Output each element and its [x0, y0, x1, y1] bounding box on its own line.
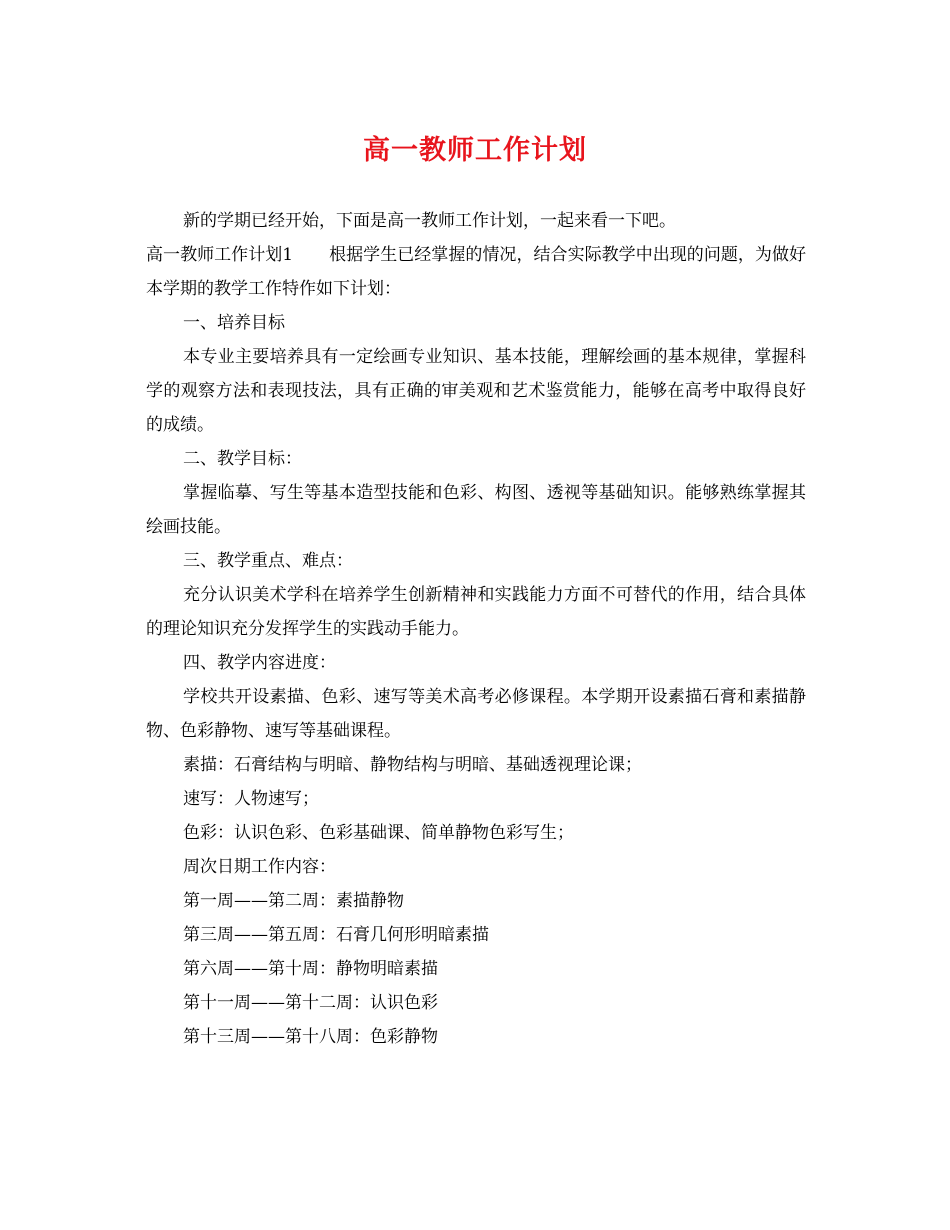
section3-heading: 三、教学重点、难点： — [183, 551, 353, 571]
section3-text: 充分认识美术学科在培养学生创新精神和实践能力方面不可替代的作用，结合具体的理论知识充分发挥学生的实践动手能力。 — [146, 585, 806, 639]
section4-text: 学校共开设素描、色彩、速写等美术高考必修课程。本学期开设素描石膏和素描静物、色彩静物、速写等基础课程。 — [146, 687, 806, 741]
document-body — [146, 204, 806, 1054]
schedule-item: 第十一周——第十二周：认识色彩 — [183, 993, 438, 1013]
course-quick-sketch: 速写：人物速写； — [183, 789, 319, 809]
section1-heading: 一、培养目标 — [183, 313, 285, 333]
schedule-item: 第十三周——第十八周：色彩静物 — [183, 1027, 438, 1047]
course-sketch: 素描：石膏结构与明暗、静物结构与明暗、基础透视理论课； — [183, 755, 642, 775]
section2-heading: 二、教学目标： — [183, 449, 302, 469]
schedule-item: 第一周——第二周：素描静物 — [183, 891, 404, 911]
schedule-item: 第三周——第五周：石膏几何形明暗素描 — [183, 925, 489, 945]
plan-paragraph — [146, 238, 806, 306]
document-title: 高一教师工作计划 — [363, 135, 587, 166]
intro-paragraph: 新的学期已经开始，下面是高一教师工作计划，一起来看一下吧。 — [183, 211, 676, 231]
schedule-heading: 周次日期工作内容： — [183, 857, 336, 877]
course-color: 色彩：认识色彩、色彩基础课、简单静物色彩写生； — [183, 823, 574, 843]
plan-label: 高一教师工作计划1 — [146, 245, 294, 265]
section4-heading: 四、教学内容进度： — [183, 653, 336, 673]
section1-text: 本专业主要培养具有一定绘画专业知识、基本技能，理解绘画的基本规律，掌握科学的观察方法和表现技法，具有正确的审美观和艺术鉴赏能力，能够在高考中取得良好的成绩。 — [146, 347, 806, 435]
plan-lead: 根据学生已经掌握的情况，结合实际教学中出现的问题，为做好本学期的教学工作特作如下计划： — [146, 245, 806, 299]
schedule-item: 第六周——第十周：静物明暗素描 — [183, 959, 438, 979]
section2-text: 掌握临摹、写生等基本造型技能和色彩、构图、透视等基础知识。能够熟练掌握其绘画技能。 — [146, 483, 806, 537]
